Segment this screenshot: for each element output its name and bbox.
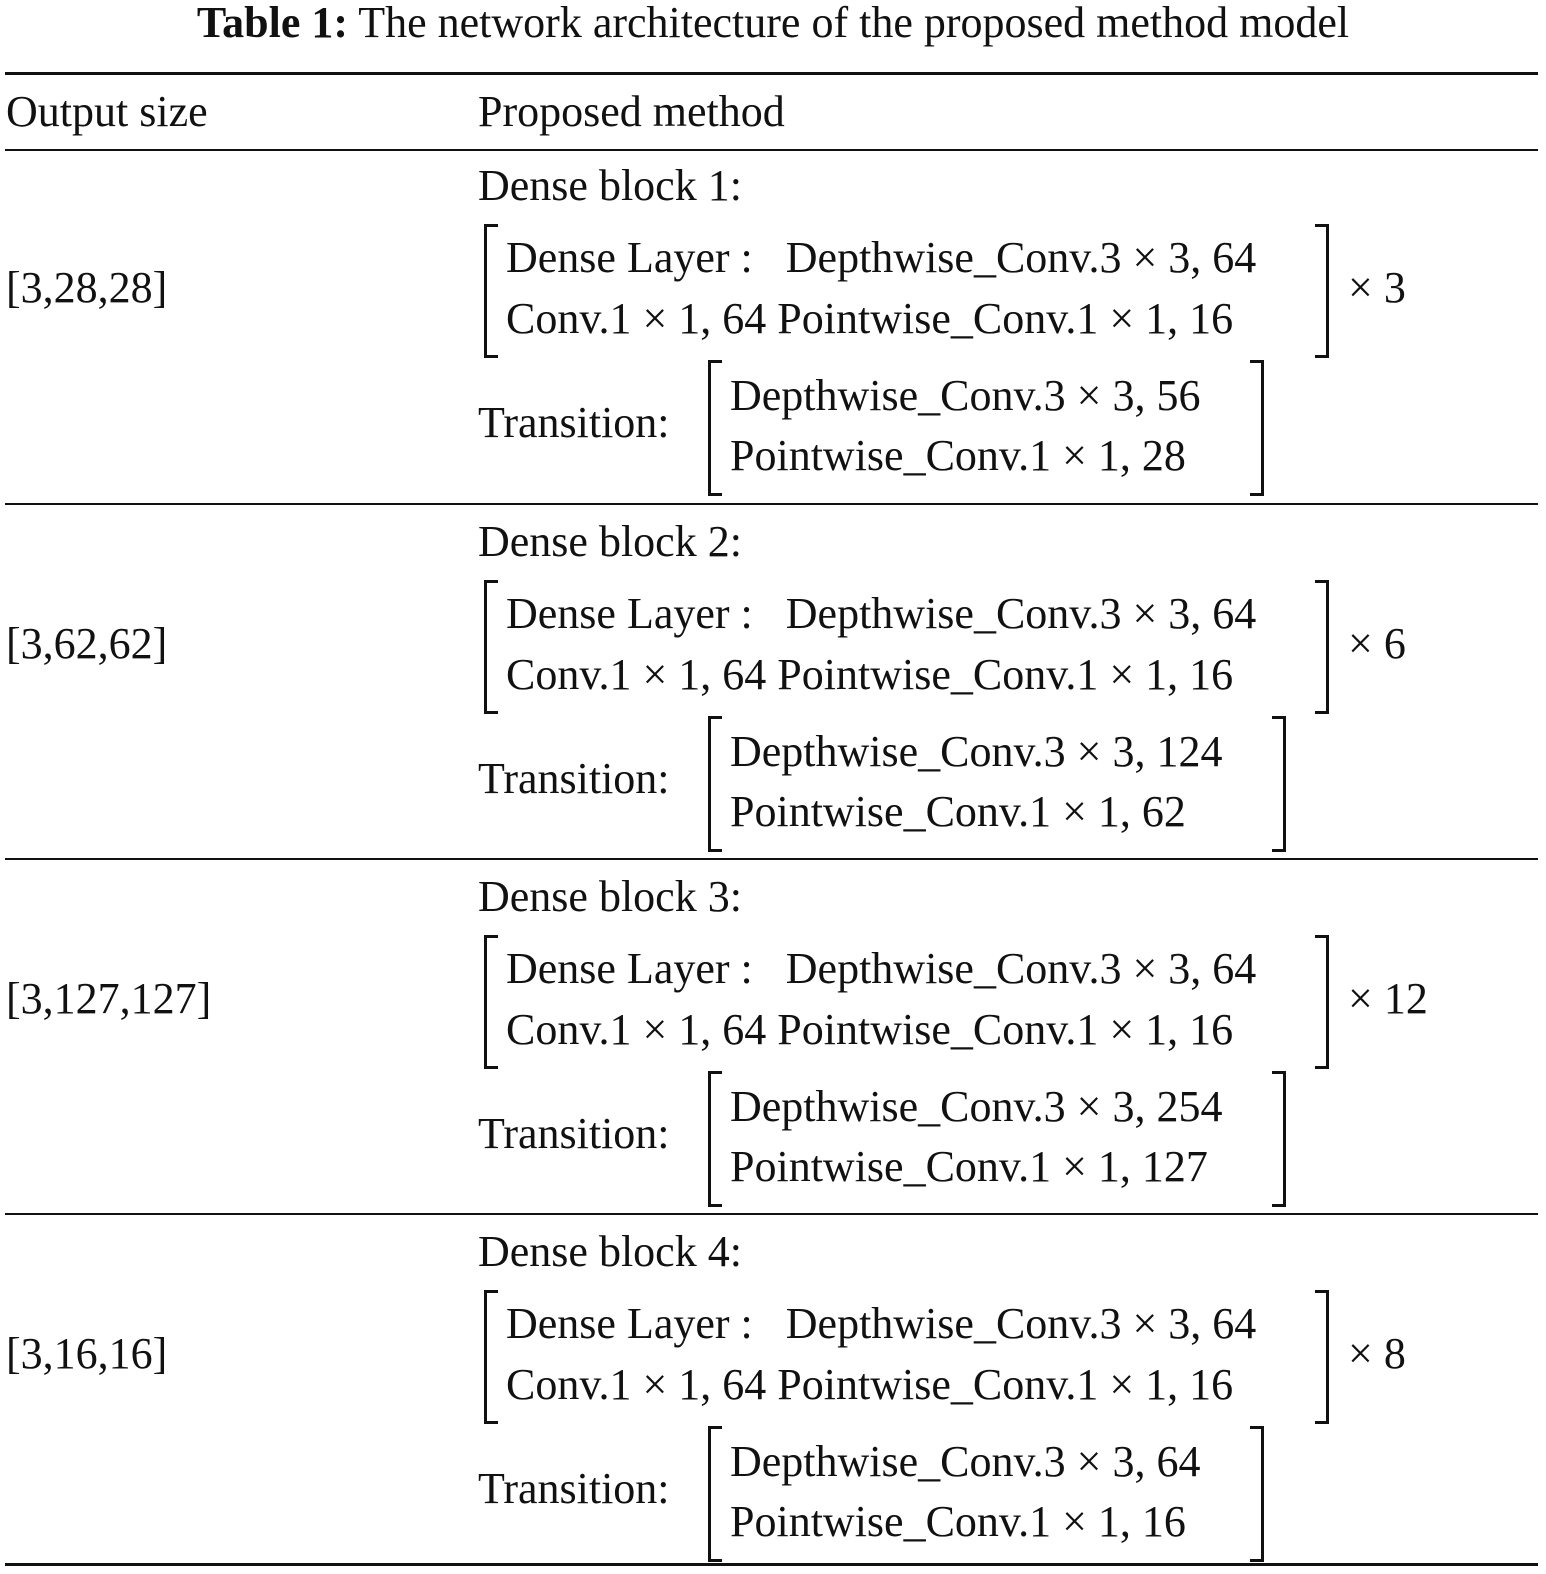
dense-layer-line-1: Dense Layer : Depthwise_Conv.3 × 3, 64 xyxy=(506,589,1257,638)
dense-bracket-right xyxy=(1315,224,1329,358)
dense-bracket-left xyxy=(484,580,498,714)
dense-layer-line-2: Conv.1 × 1, 64 Pointwise_Conv.1 × 1, 16 xyxy=(506,1005,1234,1054)
dense-block-label: Dense block 2: xyxy=(478,517,742,566)
repeat-multiplier: × 8 xyxy=(1348,1329,1406,1378)
repeat-multiplier: × 3 xyxy=(1348,263,1406,312)
table-caption xyxy=(0,0,1546,56)
transition-line-2: Pointwise_Conv.1 × 1, 127 xyxy=(730,1142,1208,1191)
transition-line-1: Depthwise_Conv.3 × 3, 64 xyxy=(730,1437,1201,1486)
header-proposed-method: Proposed method xyxy=(478,87,785,136)
transition-bracket-right xyxy=(1250,1426,1264,1562)
output-size-cell: [3,28,28] xyxy=(6,263,168,312)
table-row-block-1 xyxy=(0,152,1546,508)
dense-bracket-right xyxy=(1315,580,1329,714)
dense-bracket-left xyxy=(484,935,498,1069)
transition-line-2: Pointwise_Conv.1 × 1, 16 xyxy=(730,1497,1186,1546)
row-separator xyxy=(5,503,1538,505)
row-separator xyxy=(5,1213,1538,1215)
dense-block-label: Dense block 1: xyxy=(478,161,742,210)
dense-layer-line-2: Conv.1 × 1, 64 Pointwise_Conv.1 × 1, 16 xyxy=(506,650,1234,699)
caption-label: Table 1: xyxy=(196,0,349,47)
transition-bracket-left xyxy=(708,1426,722,1562)
dense-bracket-left xyxy=(484,224,498,358)
dense-layer-line-1: Dense Layer : Depthwise_Conv.3 × 3, 64 xyxy=(506,233,1257,282)
transition-label: Transition: xyxy=(478,1109,670,1158)
output-size-cell: [3,127,127] xyxy=(6,974,212,1023)
repeat-multiplier: × 6 xyxy=(1348,619,1406,668)
transition-line-2: Pointwise_Conv.1 × 1, 28 xyxy=(730,431,1186,480)
output-size-cell: [3,16,16] xyxy=(6,1329,168,1378)
transition-bracket-left xyxy=(708,360,722,496)
dense-bracket-right xyxy=(1315,935,1329,1069)
dense-layer-line-2: Conv.1 × 1, 64 Pointwise_Conv.1 × 1, 16 xyxy=(506,294,1234,343)
transition-bracket-right xyxy=(1272,716,1286,852)
transition-line-1: Depthwise_Conv.3 × 3, 56 xyxy=(730,371,1201,420)
transition-label: Transition: xyxy=(478,754,670,803)
transition-bracket-right xyxy=(1250,360,1264,496)
caption-text: The network architecture of the proposed method model xyxy=(358,0,1350,47)
transition-line-1: Depthwise_Conv.3 × 3, 124 xyxy=(730,727,1223,776)
output-size-cell: [3,62,62] xyxy=(6,619,168,668)
row-separator xyxy=(5,858,1538,860)
dense-layer-line-1: Dense Layer : Depthwise_Conv.3 × 3, 64 xyxy=(506,944,1257,993)
header-rule xyxy=(5,149,1538,151)
dense-block-label: Dense block 3: xyxy=(478,872,742,921)
transition-bracket-right xyxy=(1272,1071,1286,1207)
transition-line-1: Depthwise_Conv.3 × 3, 254 xyxy=(730,1082,1223,1131)
dense-bracket-right xyxy=(1315,1290,1329,1424)
transition-label: Transition: xyxy=(478,1464,670,1513)
repeat-multiplier: × 12 xyxy=(1348,974,1428,1023)
dense-layer-line-2: Conv.1 × 1, 64 Pointwise_Conv.1 × 1, 16 xyxy=(506,1360,1234,1409)
dense-bracket-left xyxy=(484,1290,498,1424)
top-rule xyxy=(5,72,1538,75)
dense-block-label: Dense block 4: xyxy=(478,1227,742,1276)
transition-line-2: Pointwise_Conv.1 × 1, 62 xyxy=(730,787,1186,836)
header-output-size: Output size xyxy=(6,87,208,136)
table-row-block-4 xyxy=(0,1218,1546,1574)
table-row-block-3 xyxy=(0,863,1546,1219)
transition-bracket-left xyxy=(708,716,722,852)
transition-label: Transition: xyxy=(478,398,670,447)
bottom-rule xyxy=(5,1563,1538,1566)
table-row-block-2 xyxy=(0,508,1546,864)
transition-bracket-left xyxy=(708,1071,722,1207)
dense-layer-line-1: Dense Layer : Depthwise_Conv.3 × 3, 64 xyxy=(506,1299,1257,1348)
